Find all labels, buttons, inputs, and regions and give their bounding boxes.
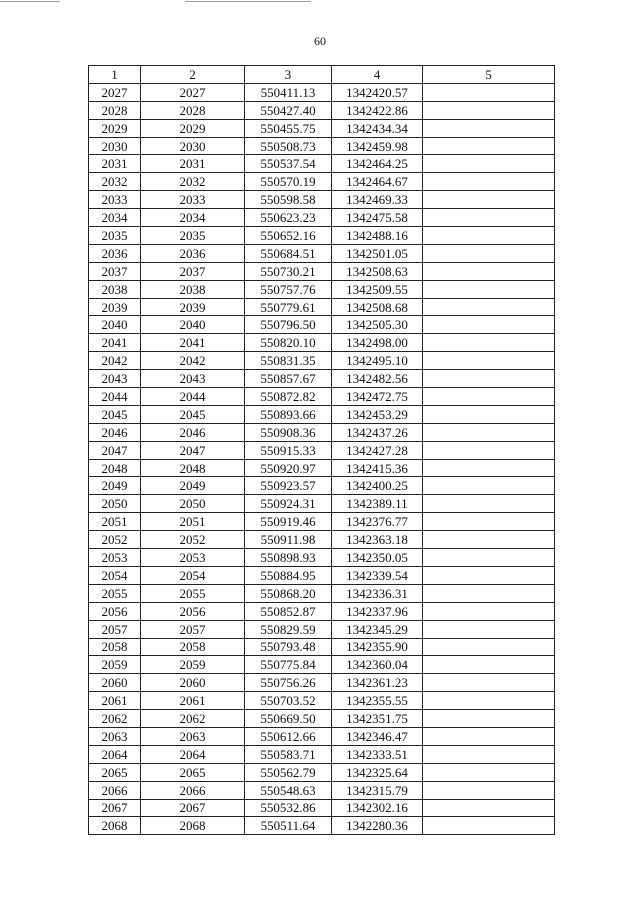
- note-cell: [423, 620, 555, 638]
- note-cell: [423, 352, 555, 370]
- table-row: [89, 602, 555, 620]
- y-coordinate-cell: 1342437.26: [332, 423, 423, 441]
- y-coordinate-cell: 1342336.31: [332, 584, 423, 602]
- point-number-cell: 2052: [89, 531, 141, 549]
- note-cell: [423, 370, 555, 388]
- y-coordinate-cell: 1342434.34: [332, 119, 423, 137]
- point-number-cell: 2037: [89, 262, 141, 280]
- table-row: [89, 727, 555, 745]
- table-row: [89, 137, 555, 155]
- x-coordinate-cell: 550730.21: [245, 262, 332, 280]
- y-coordinate-cell: 1342508.63: [332, 262, 423, 280]
- table-row: [89, 227, 555, 245]
- point-id-cell: 2039: [141, 298, 245, 316]
- x-coordinate-cell: 550703.52: [245, 692, 332, 710]
- table-row: [89, 638, 555, 656]
- point-number-cell: 2063: [89, 727, 141, 745]
- y-coordinate-cell: 1342415.36: [332, 459, 423, 477]
- x-coordinate-cell: 550829.59: [245, 620, 332, 638]
- point-id-cell: 2052: [141, 531, 245, 549]
- table-row: [89, 352, 555, 370]
- x-coordinate-cell: 550598.58: [245, 191, 332, 209]
- point-number-cell: 2029: [89, 119, 141, 137]
- x-coordinate-cell: 550923.57: [245, 477, 332, 495]
- y-coordinate-cell: 1342350.05: [332, 549, 423, 567]
- point-number-cell: 2060: [89, 674, 141, 692]
- y-coordinate-cell: 1342482.56: [332, 370, 423, 388]
- point-number-cell: 2042: [89, 352, 141, 370]
- y-coordinate-cell: 1342488.16: [332, 227, 423, 245]
- y-coordinate-cell: 1342325.64: [332, 763, 423, 781]
- x-coordinate-cell: 550532.86: [245, 799, 332, 817]
- x-coordinate-cell: 550411.13: [245, 83, 332, 101]
- y-coordinate-cell: 1342508.68: [332, 298, 423, 316]
- point-id-cell: 2054: [141, 566, 245, 584]
- note-cell: [423, 710, 555, 728]
- y-coordinate-cell: 1342363.18: [332, 531, 423, 549]
- y-coordinate-cell: 1342422.86: [332, 101, 423, 119]
- y-coordinate-cell: 1342475.58: [332, 209, 423, 227]
- x-coordinate-cell: 550684.51: [245, 244, 332, 262]
- note-cell: [423, 692, 555, 710]
- y-coordinate-cell: 1342337.96: [332, 602, 423, 620]
- table-row: [89, 459, 555, 477]
- table-row: [89, 513, 555, 531]
- point-id-cell: 2053: [141, 549, 245, 567]
- x-coordinate-cell: 550920.97: [245, 459, 332, 477]
- point-id-cell: 2037: [141, 262, 245, 280]
- x-coordinate-cell: 550924.31: [245, 495, 332, 513]
- point-id-cell: 2034: [141, 209, 245, 227]
- coordinates-table: [88, 65, 555, 835]
- point-id-cell: 2068: [141, 817, 245, 835]
- table-row: [89, 799, 555, 817]
- note-cell: [423, 137, 555, 155]
- x-coordinate-cell: 550893.66: [245, 405, 332, 423]
- y-coordinate-cell: 1342302.16: [332, 799, 423, 817]
- note-cell: [423, 173, 555, 191]
- y-coordinate-cell: 1342469.33: [332, 191, 423, 209]
- table-row: [89, 531, 555, 549]
- x-coordinate-cell: 550868.20: [245, 584, 332, 602]
- point-id-cell: 2045: [141, 405, 245, 423]
- note-cell: [423, 191, 555, 209]
- point-number-cell: 2065: [89, 763, 141, 781]
- x-coordinate-cell: 550570.19: [245, 173, 332, 191]
- y-coordinate-cell: 1342509.55: [332, 280, 423, 298]
- note-cell: [423, 423, 555, 441]
- note-cell: [423, 817, 555, 835]
- point-id-cell: 2043: [141, 370, 245, 388]
- point-id-cell: 2061: [141, 692, 245, 710]
- x-coordinate-cell: 550652.16: [245, 227, 332, 245]
- y-coordinate-cell: 1342280.36: [332, 817, 423, 835]
- point-number-cell: 2030: [89, 137, 141, 155]
- point-id-cell: 2058: [141, 638, 245, 656]
- x-coordinate-cell: 550537.54: [245, 155, 332, 173]
- point-id-cell: 2056: [141, 602, 245, 620]
- point-id-cell: 2048: [141, 459, 245, 477]
- point-number-cell: 2050: [89, 495, 141, 513]
- point-id-cell: 2047: [141, 441, 245, 459]
- note-cell: [423, 227, 555, 245]
- x-coordinate-cell: 550884.95: [245, 566, 332, 584]
- note-cell: [423, 388, 555, 406]
- note-cell: [423, 298, 555, 316]
- note-cell: [423, 674, 555, 692]
- point-id-cell: 2049: [141, 477, 245, 495]
- point-number-cell: 2062: [89, 710, 141, 728]
- table-row: [89, 209, 555, 227]
- table-row: [89, 405, 555, 423]
- table-row: [89, 173, 555, 191]
- x-coordinate-cell: 550612.66: [245, 727, 332, 745]
- table-row: [89, 745, 555, 763]
- table-row: [89, 549, 555, 567]
- table-row: [89, 388, 555, 406]
- y-coordinate-cell: 1342361.23: [332, 674, 423, 692]
- page-number: 60: [314, 34, 326, 48]
- note-cell: [423, 745, 555, 763]
- y-coordinate-cell: 1342505.30: [332, 316, 423, 334]
- point-number-cell: 2039: [89, 298, 141, 316]
- point-id-cell: 2059: [141, 656, 245, 674]
- x-coordinate-cell: 550793.48: [245, 638, 332, 656]
- table-row: [89, 620, 555, 638]
- point-id-cell: 2065: [141, 763, 245, 781]
- y-coordinate-cell: 1342400.25: [332, 477, 423, 495]
- y-coordinate-cell: 1342464.25: [332, 155, 423, 173]
- point-id-cell: 2038: [141, 280, 245, 298]
- note-cell: [423, 656, 555, 674]
- point-id-cell: 2042: [141, 352, 245, 370]
- table-row: [89, 692, 555, 710]
- point-id-cell: 2063: [141, 727, 245, 745]
- x-coordinate-cell: 550820.10: [245, 334, 332, 352]
- table-row: [89, 781, 555, 799]
- x-coordinate-cell: 550911.98: [245, 531, 332, 549]
- point-number-cell: 2036: [89, 244, 141, 262]
- table-row: [89, 101, 555, 119]
- table-row: [89, 656, 555, 674]
- point-number-cell: 2064: [89, 745, 141, 763]
- point-id-cell: 2030: [141, 137, 245, 155]
- note-cell: [423, 119, 555, 137]
- note-cell: [423, 334, 555, 352]
- y-coordinate-cell: 1342427.28: [332, 441, 423, 459]
- note-cell: [423, 584, 555, 602]
- table-row: [89, 119, 555, 137]
- note-cell: [423, 513, 555, 531]
- point-id-cell: 2032: [141, 173, 245, 191]
- x-coordinate-cell: 550898.93: [245, 549, 332, 567]
- point-id-cell: 2036: [141, 244, 245, 262]
- point-number-cell: 2046: [89, 423, 141, 441]
- x-coordinate-cell: 550669.50: [245, 710, 332, 728]
- point-number-cell: 2028: [89, 101, 141, 119]
- point-number-cell: 2051: [89, 513, 141, 531]
- point-number-cell: 2032: [89, 173, 141, 191]
- point-number-cell: 2048: [89, 459, 141, 477]
- x-coordinate-cell: 550775.84: [245, 656, 332, 674]
- point-id-cell: 2051: [141, 513, 245, 531]
- point-id-cell: 2041: [141, 334, 245, 352]
- table-row: [89, 817, 555, 835]
- y-coordinate-cell: 1342315.79: [332, 781, 423, 799]
- note-cell: [423, 638, 555, 656]
- column-header-2: 2: [141, 66, 245, 84]
- table-row: [89, 280, 555, 298]
- point-number-cell: 2041: [89, 334, 141, 352]
- note-cell: [423, 83, 555, 101]
- x-coordinate-cell: 550757.76: [245, 280, 332, 298]
- point-id-cell: 2044: [141, 388, 245, 406]
- x-coordinate-cell: 550511.64: [245, 817, 332, 835]
- point-id-cell: 2050: [141, 495, 245, 513]
- point-id-cell: 2040: [141, 316, 245, 334]
- point-number-cell: 2040: [89, 316, 141, 334]
- table-row: [89, 191, 555, 209]
- y-coordinate-cell: 1342495.10: [332, 352, 423, 370]
- note-cell: [423, 495, 555, 513]
- note-cell: [423, 280, 555, 298]
- x-coordinate-cell: 550915.33: [245, 441, 332, 459]
- table-row: [89, 584, 555, 602]
- point-number-cell: 2055: [89, 584, 141, 602]
- point-id-cell: 2029: [141, 119, 245, 137]
- y-coordinate-cell: 1342501.05: [332, 244, 423, 262]
- y-coordinate-cell: 1342420.57: [332, 83, 423, 101]
- y-coordinate-cell: 1342498.00: [332, 334, 423, 352]
- point-id-cell: 2027: [141, 83, 245, 101]
- note-cell: [423, 459, 555, 477]
- note-cell: [423, 405, 555, 423]
- table-row: [89, 477, 555, 495]
- note-cell: [423, 262, 555, 280]
- column-header-4: 4: [332, 66, 423, 84]
- column-header-3: 3: [245, 66, 332, 84]
- note-cell: [423, 602, 555, 620]
- y-coordinate-cell: 1342389.11: [332, 495, 423, 513]
- table-row: [89, 262, 555, 280]
- point-number-cell: 2038: [89, 280, 141, 298]
- point-number-cell: 2027: [89, 83, 141, 101]
- x-coordinate-cell: 550831.35: [245, 352, 332, 370]
- y-coordinate-cell: 1342339.54: [332, 566, 423, 584]
- y-coordinate-cell: 1342376.77: [332, 513, 423, 531]
- y-coordinate-cell: 1342346.47: [332, 727, 423, 745]
- point-id-cell: 2035: [141, 227, 245, 245]
- note-cell: [423, 781, 555, 799]
- note-cell: [423, 477, 555, 495]
- note-cell: [423, 566, 555, 584]
- x-coordinate-cell: 550427.40: [245, 101, 332, 119]
- point-id-cell: 2064: [141, 745, 245, 763]
- table-row: [89, 674, 555, 692]
- table-row: [89, 244, 555, 262]
- note-cell: [423, 799, 555, 817]
- point-id-cell: 2055: [141, 584, 245, 602]
- x-coordinate-cell: 550779.61: [245, 298, 332, 316]
- y-coordinate-cell: 1342472.75: [332, 388, 423, 406]
- point-number-cell: 2034: [89, 209, 141, 227]
- y-coordinate-cell: 1342453.29: [332, 405, 423, 423]
- x-coordinate-cell: 550857.67: [245, 370, 332, 388]
- note-cell: [423, 101, 555, 119]
- point-number-cell: 2044: [89, 388, 141, 406]
- table-row: [89, 298, 555, 316]
- table-header: [89, 66, 555, 84]
- table-row: [89, 370, 555, 388]
- x-coordinate-cell: 550908.36: [245, 423, 332, 441]
- y-coordinate-cell: 1342355.55: [332, 692, 423, 710]
- table-row: [89, 441, 555, 459]
- table-row: [89, 155, 555, 173]
- note-cell: [423, 549, 555, 567]
- y-coordinate-cell: 1342333.51: [332, 745, 423, 763]
- note-cell: [423, 209, 555, 227]
- x-coordinate-cell: 550562.79: [245, 763, 332, 781]
- note-cell: [423, 441, 555, 459]
- y-coordinate-cell: 1342459.98: [332, 137, 423, 155]
- table-row: [89, 423, 555, 441]
- scan-artifact-right: [185, 1, 311, 2]
- table-row: [89, 566, 555, 584]
- note-cell: [423, 727, 555, 745]
- x-coordinate-cell: 550623.23: [245, 209, 332, 227]
- note-cell: [423, 763, 555, 781]
- note-cell: [423, 316, 555, 334]
- table-row: [89, 334, 555, 352]
- point-id-cell: 2060: [141, 674, 245, 692]
- point-id-cell: 2057: [141, 620, 245, 638]
- x-coordinate-cell: 550852.87: [245, 602, 332, 620]
- column-header-5: 5: [423, 66, 555, 84]
- x-coordinate-cell: 550919.46: [245, 513, 332, 531]
- point-id-cell: 2028: [141, 101, 245, 119]
- y-coordinate-cell: 1342360.04: [332, 656, 423, 674]
- point-number-cell: 2033: [89, 191, 141, 209]
- x-coordinate-cell: 550455.75: [245, 119, 332, 137]
- x-coordinate-cell: 550548.63: [245, 781, 332, 799]
- note-cell: [423, 531, 555, 549]
- point-number-cell: 2068: [89, 817, 141, 835]
- note-cell: [423, 155, 555, 173]
- column-header-1: 1: [89, 66, 141, 84]
- point-number-cell: 2043: [89, 370, 141, 388]
- point-id-cell: 2046: [141, 423, 245, 441]
- point-number-cell: 2067: [89, 799, 141, 817]
- point-number-cell: 2061: [89, 692, 141, 710]
- table-body: [89, 83, 555, 834]
- x-coordinate-cell: 550796.50: [245, 316, 332, 334]
- y-coordinate-cell: 1342345.29: [332, 620, 423, 638]
- header-row: [89, 66, 555, 84]
- point-number-cell: 2035: [89, 227, 141, 245]
- point-id-cell: 2062: [141, 710, 245, 728]
- x-coordinate-cell: 550756.26: [245, 674, 332, 692]
- point-number-cell: 2049: [89, 477, 141, 495]
- x-coordinate-cell: 550583.71: [245, 745, 332, 763]
- point-number-cell: 2066: [89, 781, 141, 799]
- point-number-cell: 2045: [89, 405, 141, 423]
- x-coordinate-cell: 550508.73: [245, 137, 332, 155]
- point-id-cell: 2031: [141, 155, 245, 173]
- point-id-cell: 2067: [141, 799, 245, 817]
- note-cell: [423, 244, 555, 262]
- point-number-cell: 2053: [89, 549, 141, 567]
- y-coordinate-cell: 1342355.90: [332, 638, 423, 656]
- y-coordinate-cell: 1342351.75: [332, 710, 423, 728]
- point-number-cell: 2054: [89, 566, 141, 584]
- table-row: [89, 495, 555, 513]
- x-coordinate-cell: 550872.82: [245, 388, 332, 406]
- table-row: [89, 763, 555, 781]
- point-number-cell: 2047: [89, 441, 141, 459]
- table-row: [89, 316, 555, 334]
- point-id-cell: 2066: [141, 781, 245, 799]
- point-number-cell: 2056: [89, 602, 141, 620]
- point-number-cell: 2058: [89, 638, 141, 656]
- point-id-cell: 2033: [141, 191, 245, 209]
- table-row: [89, 710, 555, 728]
- y-coordinate-cell: 1342464.67: [332, 173, 423, 191]
- table-row: [89, 83, 555, 101]
- point-number-cell: 2057: [89, 620, 141, 638]
- scan-artifact-left: [0, 1, 60, 2]
- point-number-cell: 2031: [89, 155, 141, 173]
- point-number-cell: 2059: [89, 656, 141, 674]
